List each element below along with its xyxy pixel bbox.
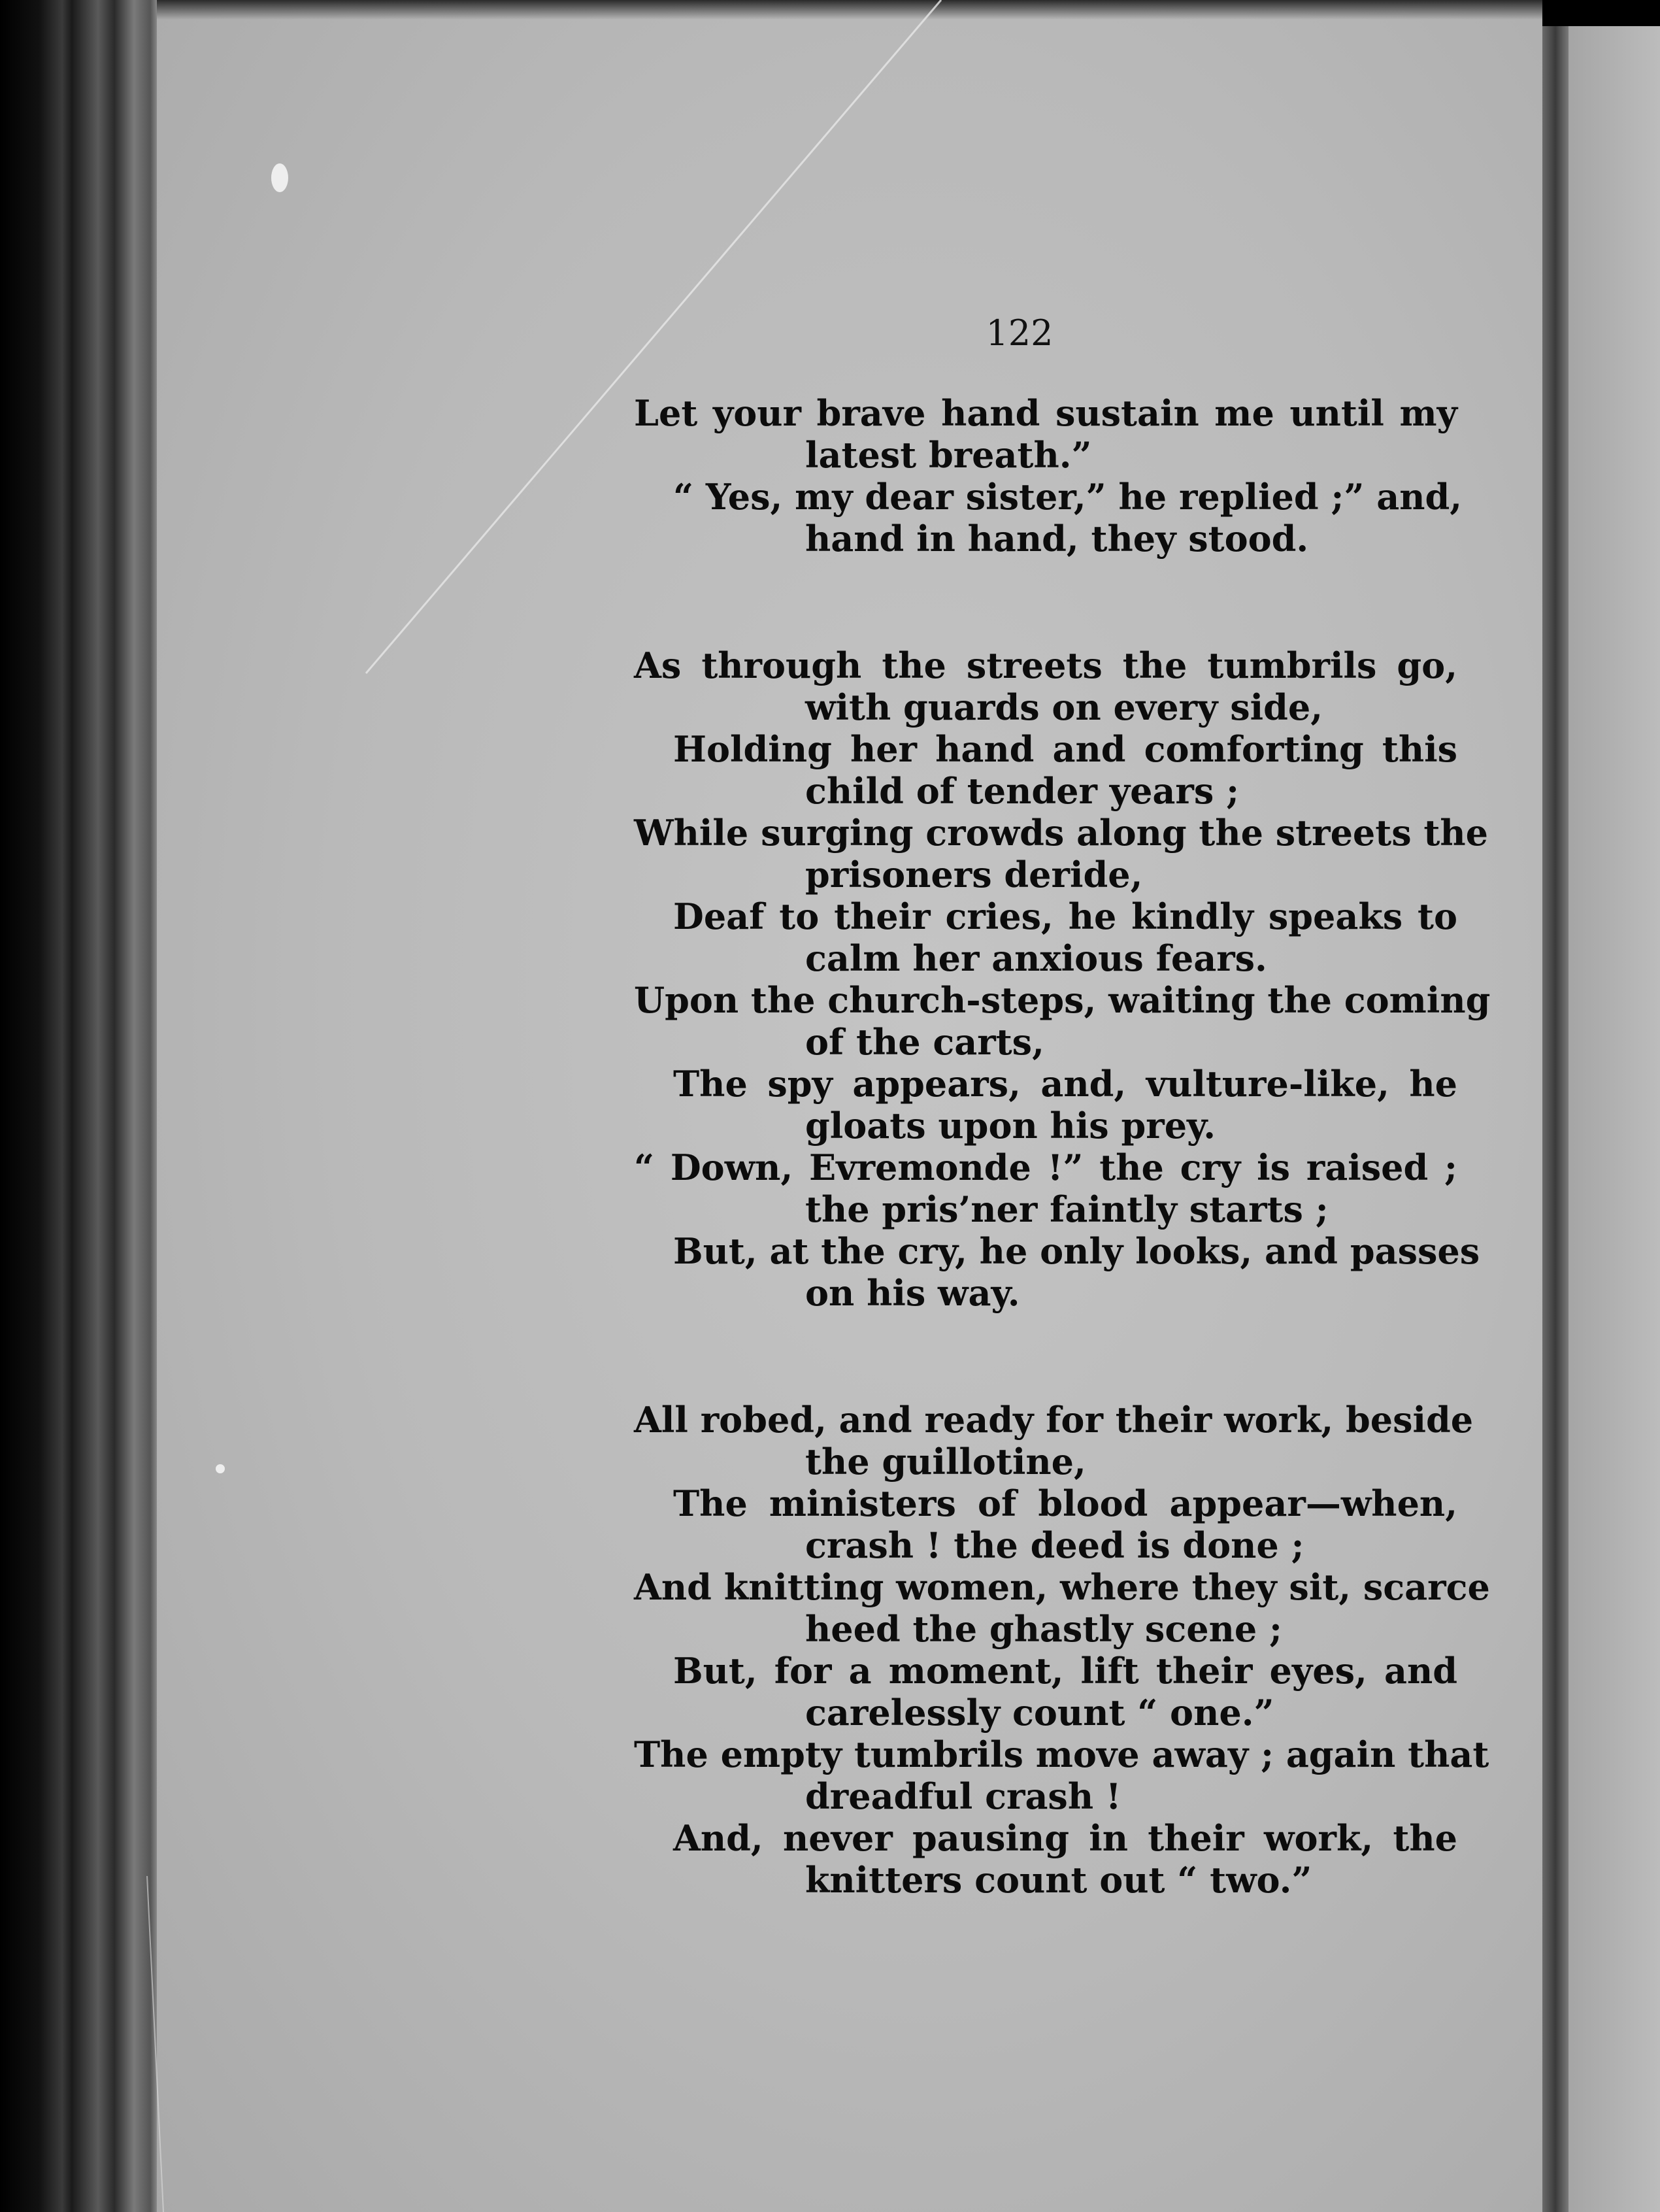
- verse-line: The ministers of blood appear—when,: [673, 1483, 1457, 1524]
- verse-line: Deaf to their cries, he kindly speaks to: [673, 896, 1457, 937]
- verse-line: Upon the church-steps, waiting the coming: [634, 979, 1491, 1021]
- verse-continuation: carelessly count “ one.”: [805, 1692, 1274, 1734]
- verse-line: Let your brave hand sustain me until my: [634, 392, 1457, 434]
- verse-continuation: heed the ghastly scene ;: [805, 1608, 1282, 1650]
- verse-line: The spy appears, and, vulture-like, he: [673, 1063, 1457, 1105]
- book-gutter: [1542, 26, 1569, 2212]
- verse-continuation: latest breath.”: [805, 434, 1092, 476]
- scan-top-edge: [1542, 0, 1660, 26]
- verse-continuation: on his way.: [805, 1272, 1020, 1314]
- verse-continuation: knitters count out “ two.”: [805, 1859, 1312, 1901]
- verse-continuation: child of tender years ;: [805, 770, 1240, 812]
- verse-line: But, for a moment, lift their eyes, and: [673, 1650, 1457, 1692]
- verse-line: And knitting women, where they sit, scarce: [634, 1566, 1490, 1608]
- verse-line: “ Yes, my dear sister,” he replied ;” and,: [673, 476, 1463, 518]
- page-number: 122: [986, 312, 1054, 354]
- verse-continuation: calm her anxious fears.: [805, 937, 1267, 979]
- verse-continuation: of the carts,: [805, 1021, 1044, 1063]
- verse-continuation: dreadful crash !: [805, 1775, 1121, 1817]
- verse-continuation: crash ! the deed is done ;: [805, 1524, 1304, 1566]
- verse-line: While surging crowds along the streets the: [634, 812, 1488, 854]
- verse-line: And, never pausing in their work, the: [673, 1817, 1457, 1859]
- verse-line: “ Down, Evremonde !” the cry is raised ;: [634, 1147, 1457, 1188]
- verse-continuation: hand in hand, they stood.: [805, 518, 1309, 560]
- verse-continuation: with guards on every side,: [805, 686, 1323, 728]
- verse-continuation: gloats upon his prey.: [805, 1105, 1216, 1147]
- verse-continuation: prisoners deride,: [805, 854, 1143, 896]
- verse-line: As through the streets the tumbrils go,: [634, 645, 1457, 686]
- verse-line: The empty tumbrils move away ; again that: [634, 1734, 1489, 1775]
- verse-continuation: the guillotine,: [805, 1441, 1086, 1483]
- verse-continuation: the pris’ner faintly starts ;: [805, 1188, 1329, 1230]
- verse-line: Holding her hand and comforting this: [673, 728, 1457, 770]
- verse-line: But, at the cry, he only looks, and passes: [673, 1230, 1480, 1272]
- verse-line: All robed, and ready for their work, beside: [634, 1399, 1474, 1441]
- facing-page-edge: [1569, 26, 1660, 2212]
